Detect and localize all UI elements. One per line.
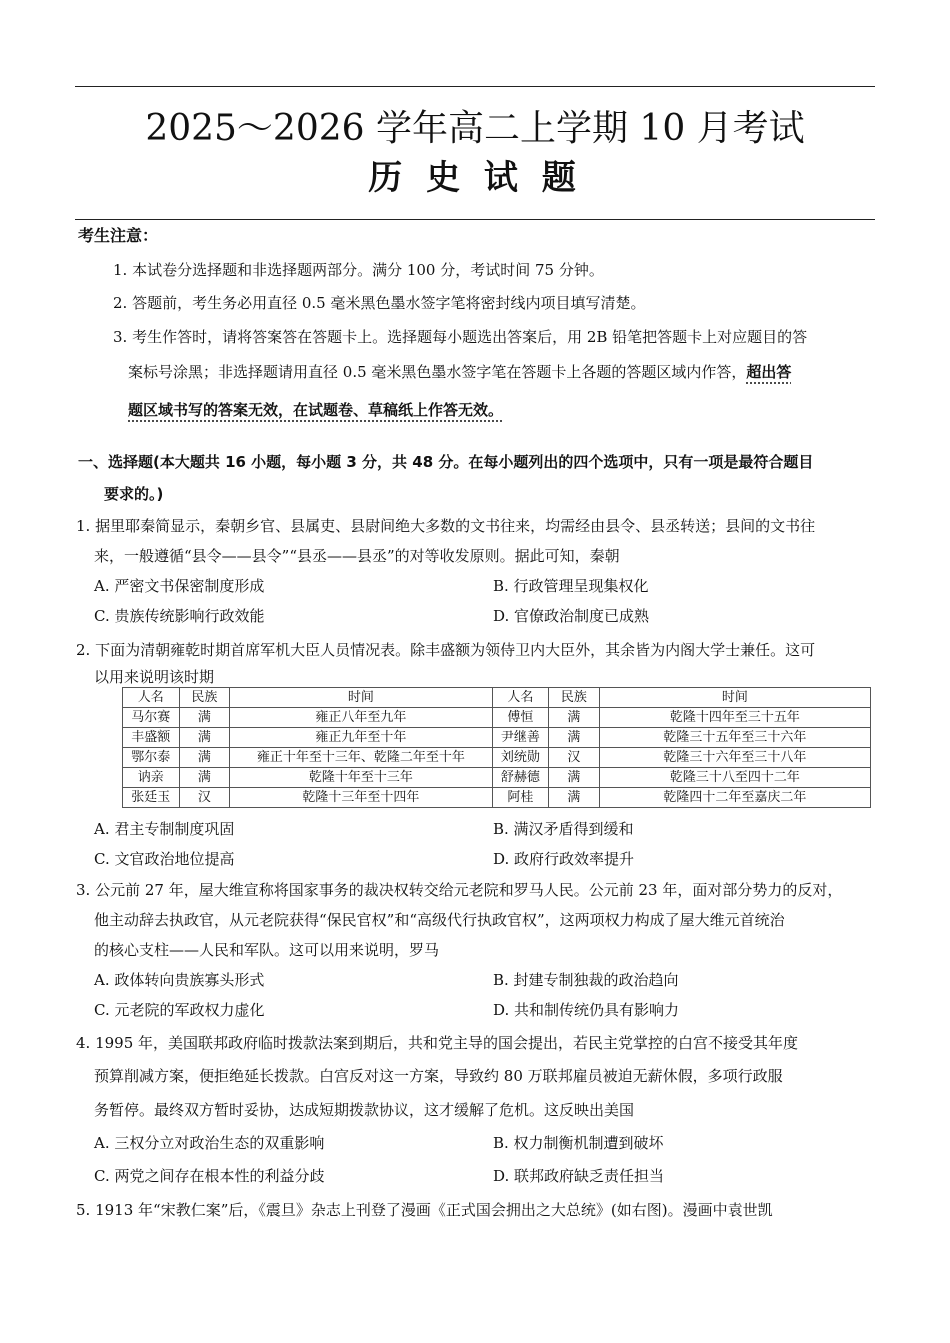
table-cell: 雍正九年至十年: [230, 728, 492, 748]
table-cell: 满: [179, 728, 230, 748]
ministers-table: [122, 687, 871, 808]
question-stem-cont: 预算削减方案，便拒绝延长拨款。白宫反对这一方案，导致约 80 万联邦雇员被迫无薪休假，多项行政服: [94, 1067, 783, 1085]
question-stem: 1. 据里耶秦简显示，秦朝乡官、县属吏、县尉间绝大多数的文书往来，均需经由县令、县丞转送；县间的文书往: [76, 517, 816, 535]
table-cell: 乾隆十四年至三十五年: [599, 708, 870, 728]
table-cell: 舒赫德: [492, 768, 549, 788]
notice-emphasis: 题区域书写的答案无效，在试题卷、草稿纸上作答无效。: [128, 401, 504, 419]
table-cell: 雍正八年至九年: [230, 708, 492, 728]
table-cell: 乾隆十年至十三年: [230, 768, 492, 788]
question-stem-cont: 来，一般遵循“县令——县令”“县丞——县丞”的对等收发原则。据此可知，秦朝: [94, 547, 620, 565]
table-cell: 尹继善: [492, 728, 549, 748]
table-cell: 汉: [549, 748, 600, 768]
header-rule: [75, 219, 875, 220]
table-header-row: [123, 688, 871, 708]
table-cell: 满: [179, 708, 230, 728]
table-header-cell: 时间: [230, 688, 492, 708]
question-stem-cont: 他主动辞去执政官，从元老院获得“保民官权”和“高级代行执政官权”，这两项权力构成了屋大维元首统治: [94, 911, 785, 929]
table-cell: 傅恒: [492, 708, 549, 728]
table-cell: 鄂尔泰: [123, 748, 180, 768]
table-row: [123, 788, 871, 808]
table-cell: 阿桂: [492, 788, 549, 808]
table-cell: 满: [549, 728, 600, 748]
option-A: A. 三权分立对政治生态的双重影响: [94, 1134, 325, 1152]
option-C: C. 文官政治地位提高: [94, 850, 235, 868]
section-heading-cont: 要求的。): [104, 485, 164, 503]
table-cell: 满: [549, 768, 600, 788]
option-A: A. 严密文书保密制度形成: [94, 577, 265, 595]
question-stem: 5. 1913 年“宋教仁案”后，《震旦》杂志上刊登了漫画《正式国会拥出之大总统》(如右图)。漫画中袁世凯: [76, 1201, 773, 1219]
option-B: B. 封建专制独裁的政治趋向: [493, 971, 679, 989]
notice-item: 2. 答题前，考生务必用直径 0.5 毫米黑色墨水签字笔将密封线内项目填写清楚。: [113, 294, 646, 312]
option-D: D. 官僚政治制度已成熟: [493, 607, 650, 625]
table-row: [123, 728, 871, 748]
top-rule: [75, 86, 875, 87]
option-A: A. 政体转向贵族寡头形式: [94, 971, 265, 989]
table-cell: 丰盛额: [123, 728, 180, 748]
option-D: D. 共和制传统仍具有影响力: [493, 1001, 680, 1019]
question-stem-cont: 以用来说明该时期: [94, 668, 215, 686]
subject-title: 历 史 试 题: [368, 158, 582, 198]
option-B: B. 权力制衡机制遭到破坏: [493, 1134, 664, 1152]
exam-title: 2025～2026 学年高二上学期 10 月考试: [145, 108, 805, 149]
table-cell: 乾隆三十五年至三十六年: [599, 728, 870, 748]
table-cell: 雍正十年至十三年、乾隆二年至十年: [230, 748, 492, 768]
notice-item: 3. 考生作答时，请将答案答在答题卡上。选择题每小题选出答案后，用 2B 铅笔把答题卡上对应题目的答: [113, 328, 808, 346]
table-cell: 乾隆四十二年至嘉庆二年: [599, 788, 870, 808]
table-header-cell: 民族: [179, 688, 230, 708]
notice-item: 1. 本试卷分选择题和非选择题两部分。满分 100 分，考试时间 75 分钟。: [113, 261, 604, 279]
table-cell: 马尔赛: [123, 708, 180, 728]
table-row: [123, 708, 871, 728]
option-C: C. 贵族传统影响行政效能: [94, 607, 265, 625]
table-header-cell: 人名: [492, 688, 549, 708]
table-cell: 讷亲: [123, 768, 180, 788]
notice-emphasis: 超出答: [746, 363, 792, 381]
table-row: [123, 748, 871, 768]
option-B: B. 满汉矛盾得到缓和: [493, 820, 634, 838]
table-cell: 乾隆三十八至四十二年: [599, 768, 870, 788]
table-header-cell: 人名: [123, 688, 180, 708]
table-cell: 张廷玉: [123, 788, 180, 808]
table-cell: 满: [549, 708, 600, 728]
question-stem: 3. 公元前 27 年，屋大维宣称将国家事务的裁决权转交给元老院和罗马人民。公元前 23 年，面对部分势力的反对，: [76, 881, 843, 899]
notice-text: 案标号涂黑；非选择题请用直径 0.5 毫米黑色墨水签字笔在答题卡上各题的答题区域内作答，: [128, 363, 747, 381]
option-C: C. 两党之间存在根本性的利益分歧: [94, 1167, 325, 1185]
notice-item-cont: [128, 362, 791, 382]
option-D: D. 联邦政府缺乏责任担当: [493, 1167, 665, 1185]
table-cell: 满: [179, 748, 230, 768]
table-cell: 满: [179, 768, 230, 788]
table-cell: 满: [549, 788, 600, 808]
section-heading: 一、选择题(本大题共 16 小题，每小题 3 分，共 48 分。在每小题列出的四个选项中，只有一项是最符合题目: [78, 453, 814, 471]
table-cell: 乾隆十三年至十四年: [230, 788, 492, 808]
table-cell: 汉: [179, 788, 230, 808]
table-cell: 刘统勋: [492, 748, 549, 768]
question-stem-cont: 的核心支柱——人民和军队。这可以用来说明，罗马: [94, 941, 440, 959]
option-B: B. 行政管理呈现集权化: [493, 577, 649, 595]
option-C: C. 元老院的军政权力虚化: [94, 1001, 265, 1019]
table-header-cell: 时间: [599, 688, 870, 708]
option-A: A. 君主专制制度巩固: [94, 820, 235, 838]
table-cell: 乾隆三十六年至三十八年: [599, 748, 870, 768]
question-stem-cont: 务暂停。最终双方暂时妥协，达成短期拨款协议，这才缓解了危机。这反映出美国: [94, 1101, 635, 1119]
notice-heading: 考生注意：: [78, 226, 159, 245]
question-stem: 2. 下面为清朝雍乾时期首席军机大臣人员情况表。除丰盛额为领侍卫内大臣外，其余皆为内阁大学士兼任。这可: [76, 641, 816, 659]
option-D: D. 政府行政效率提升: [493, 850, 635, 868]
question-stem: 4. 1995 年，美国联邦政府临时拨款法案到期后，共和党主导的国会提出，若民主党掌控的白宫不接受其年度: [76, 1034, 799, 1052]
table-header-cell: 民族: [549, 688, 600, 708]
table-row: [123, 768, 871, 788]
